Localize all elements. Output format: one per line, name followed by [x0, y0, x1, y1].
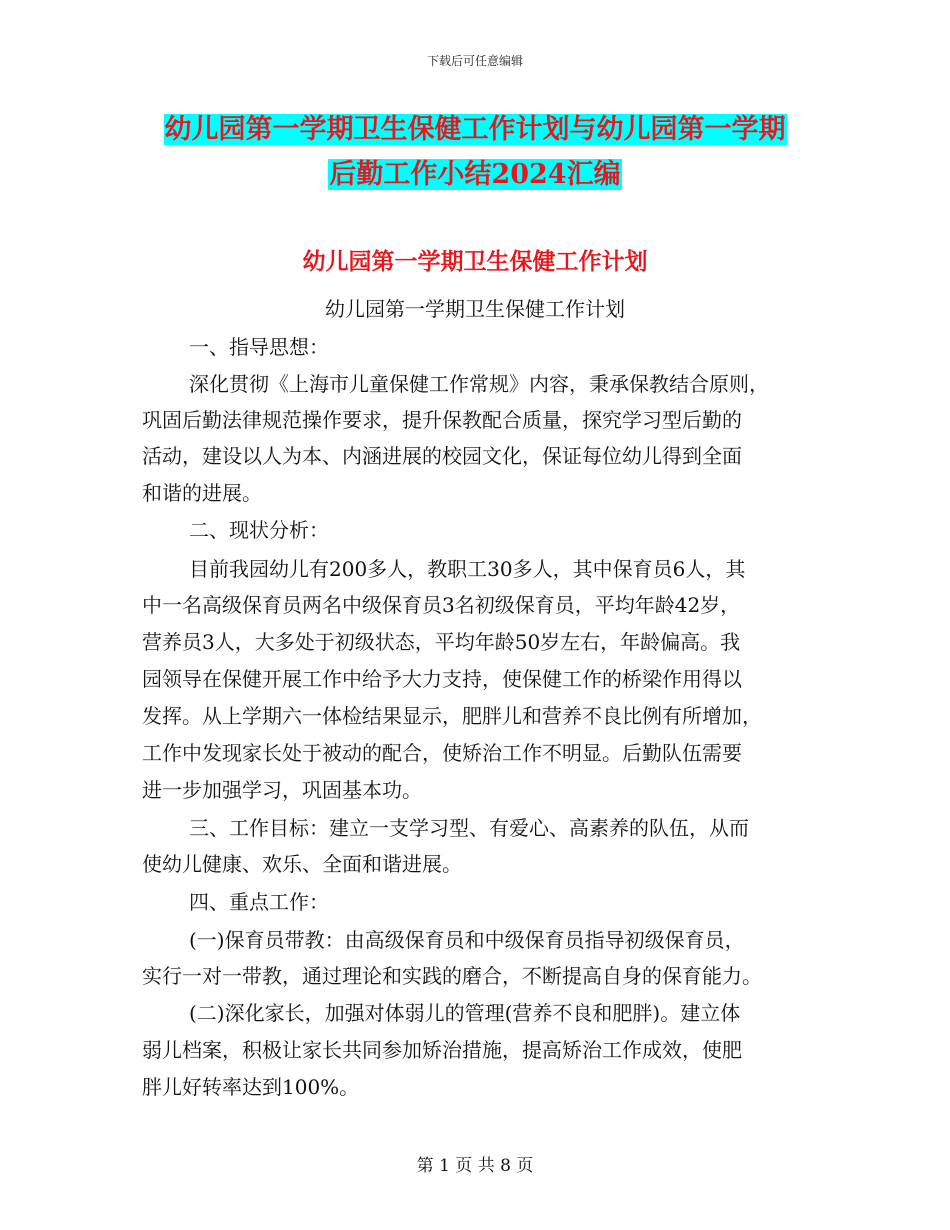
document-title-line-2-text: 后勤工作小结2024汇编: [329, 159, 621, 190]
paragraph-line: 中一名高级保育员两名中级保育员3名初级保育员，平均年龄42岁，: [142, 593, 741, 617]
paragraph-line: 实行一对一带教，通过理论和实践的磨合，不断提高自身的保育能力。: [142, 964, 762, 988]
heading-key-work: 四、重点工作：: [189, 890, 329, 914]
paragraph-line: 巩固后勤法律规范操作要求，提升保教配合质量，探究学习型后勤的: [142, 408, 742, 432]
document-title-line-1: [0, 107, 950, 153]
paragraph-line: 活动，建设以人为本、内涵进展的校园文化，保证每位幼儿得到全面: [142, 444, 742, 468]
paragraph-line: 工作中发现家长处于被动的配合，使矫治工作不明显。后勤队伍需要: [142, 741, 742, 765]
paragraph-line: 目前我园幼儿有200多人，教职工30多人，其中保育员6人，其: [189, 557, 746, 581]
document-title-line-1-text: 幼儿园第一学期卫生保健工作计划与幼儿园第一学期: [164, 114, 786, 145]
heading-status-analysis: 二、现状分析：: [189, 518, 329, 542]
paragraph-line: (二)深化家长，加强对体弱儿的管理(营养不良和肥胖)。建立体: [189, 1001, 741, 1025]
paragraph-line: (一)保育员带教：由高级保育员和中级保育员指导初级保育员，: [189, 928, 745, 952]
paragraph-line: 和谐的进展。: [142, 481, 262, 505]
paragraph-line: 弱儿档案，积极让家长共同参加矫治措施，提高矫治工作成效，使肥: [142, 1038, 742, 1062]
paragraph-line: 使幼儿健康、欢乐、全面和谐进展。: [142, 852, 462, 876]
heading-guiding-thought: 一、指导思想：: [189, 335, 329, 359]
document-title-line-2: [0, 152, 950, 198]
paragraph-line: 深化贯彻《上海市儿童保健工作常规》内容，秉承保教结合原则，: [189, 372, 769, 396]
plan-subtitle: 幼儿园第一学期卫生保健工作计划: [325, 297, 625, 321]
heading-work-goal: 三、工作目标：建立一支学习型、有爱心、高素养的队伍，从而: [189, 816, 749, 840]
page-footer: 第 1 页 共 8 页: [416, 1156, 534, 1176]
paragraph-line: 营养员3人，大多处于初级状态，平均年龄50岁左右，年龄偏高。我: [142, 630, 741, 654]
paragraph-line: 园领导在保健开展工作中给予大力支持，使保健工作的桥梁作用得以: [142, 667, 742, 691]
page-header: 下载后可任意编辑: [426, 54, 523, 68]
paragraph-line: 发挥。从上学期六一体检结果显示，肥胖儿和营养不良比例有所增加，: [142, 704, 762, 728]
section-title: 幼儿园第一学期卫生保健工作计划: [302, 248, 648, 275]
paragraph-line: 进一步加强学习，巩固基本功。: [142, 778, 422, 802]
paragraph-line: 胖儿好转率达到100%。: [142, 1075, 360, 1099]
